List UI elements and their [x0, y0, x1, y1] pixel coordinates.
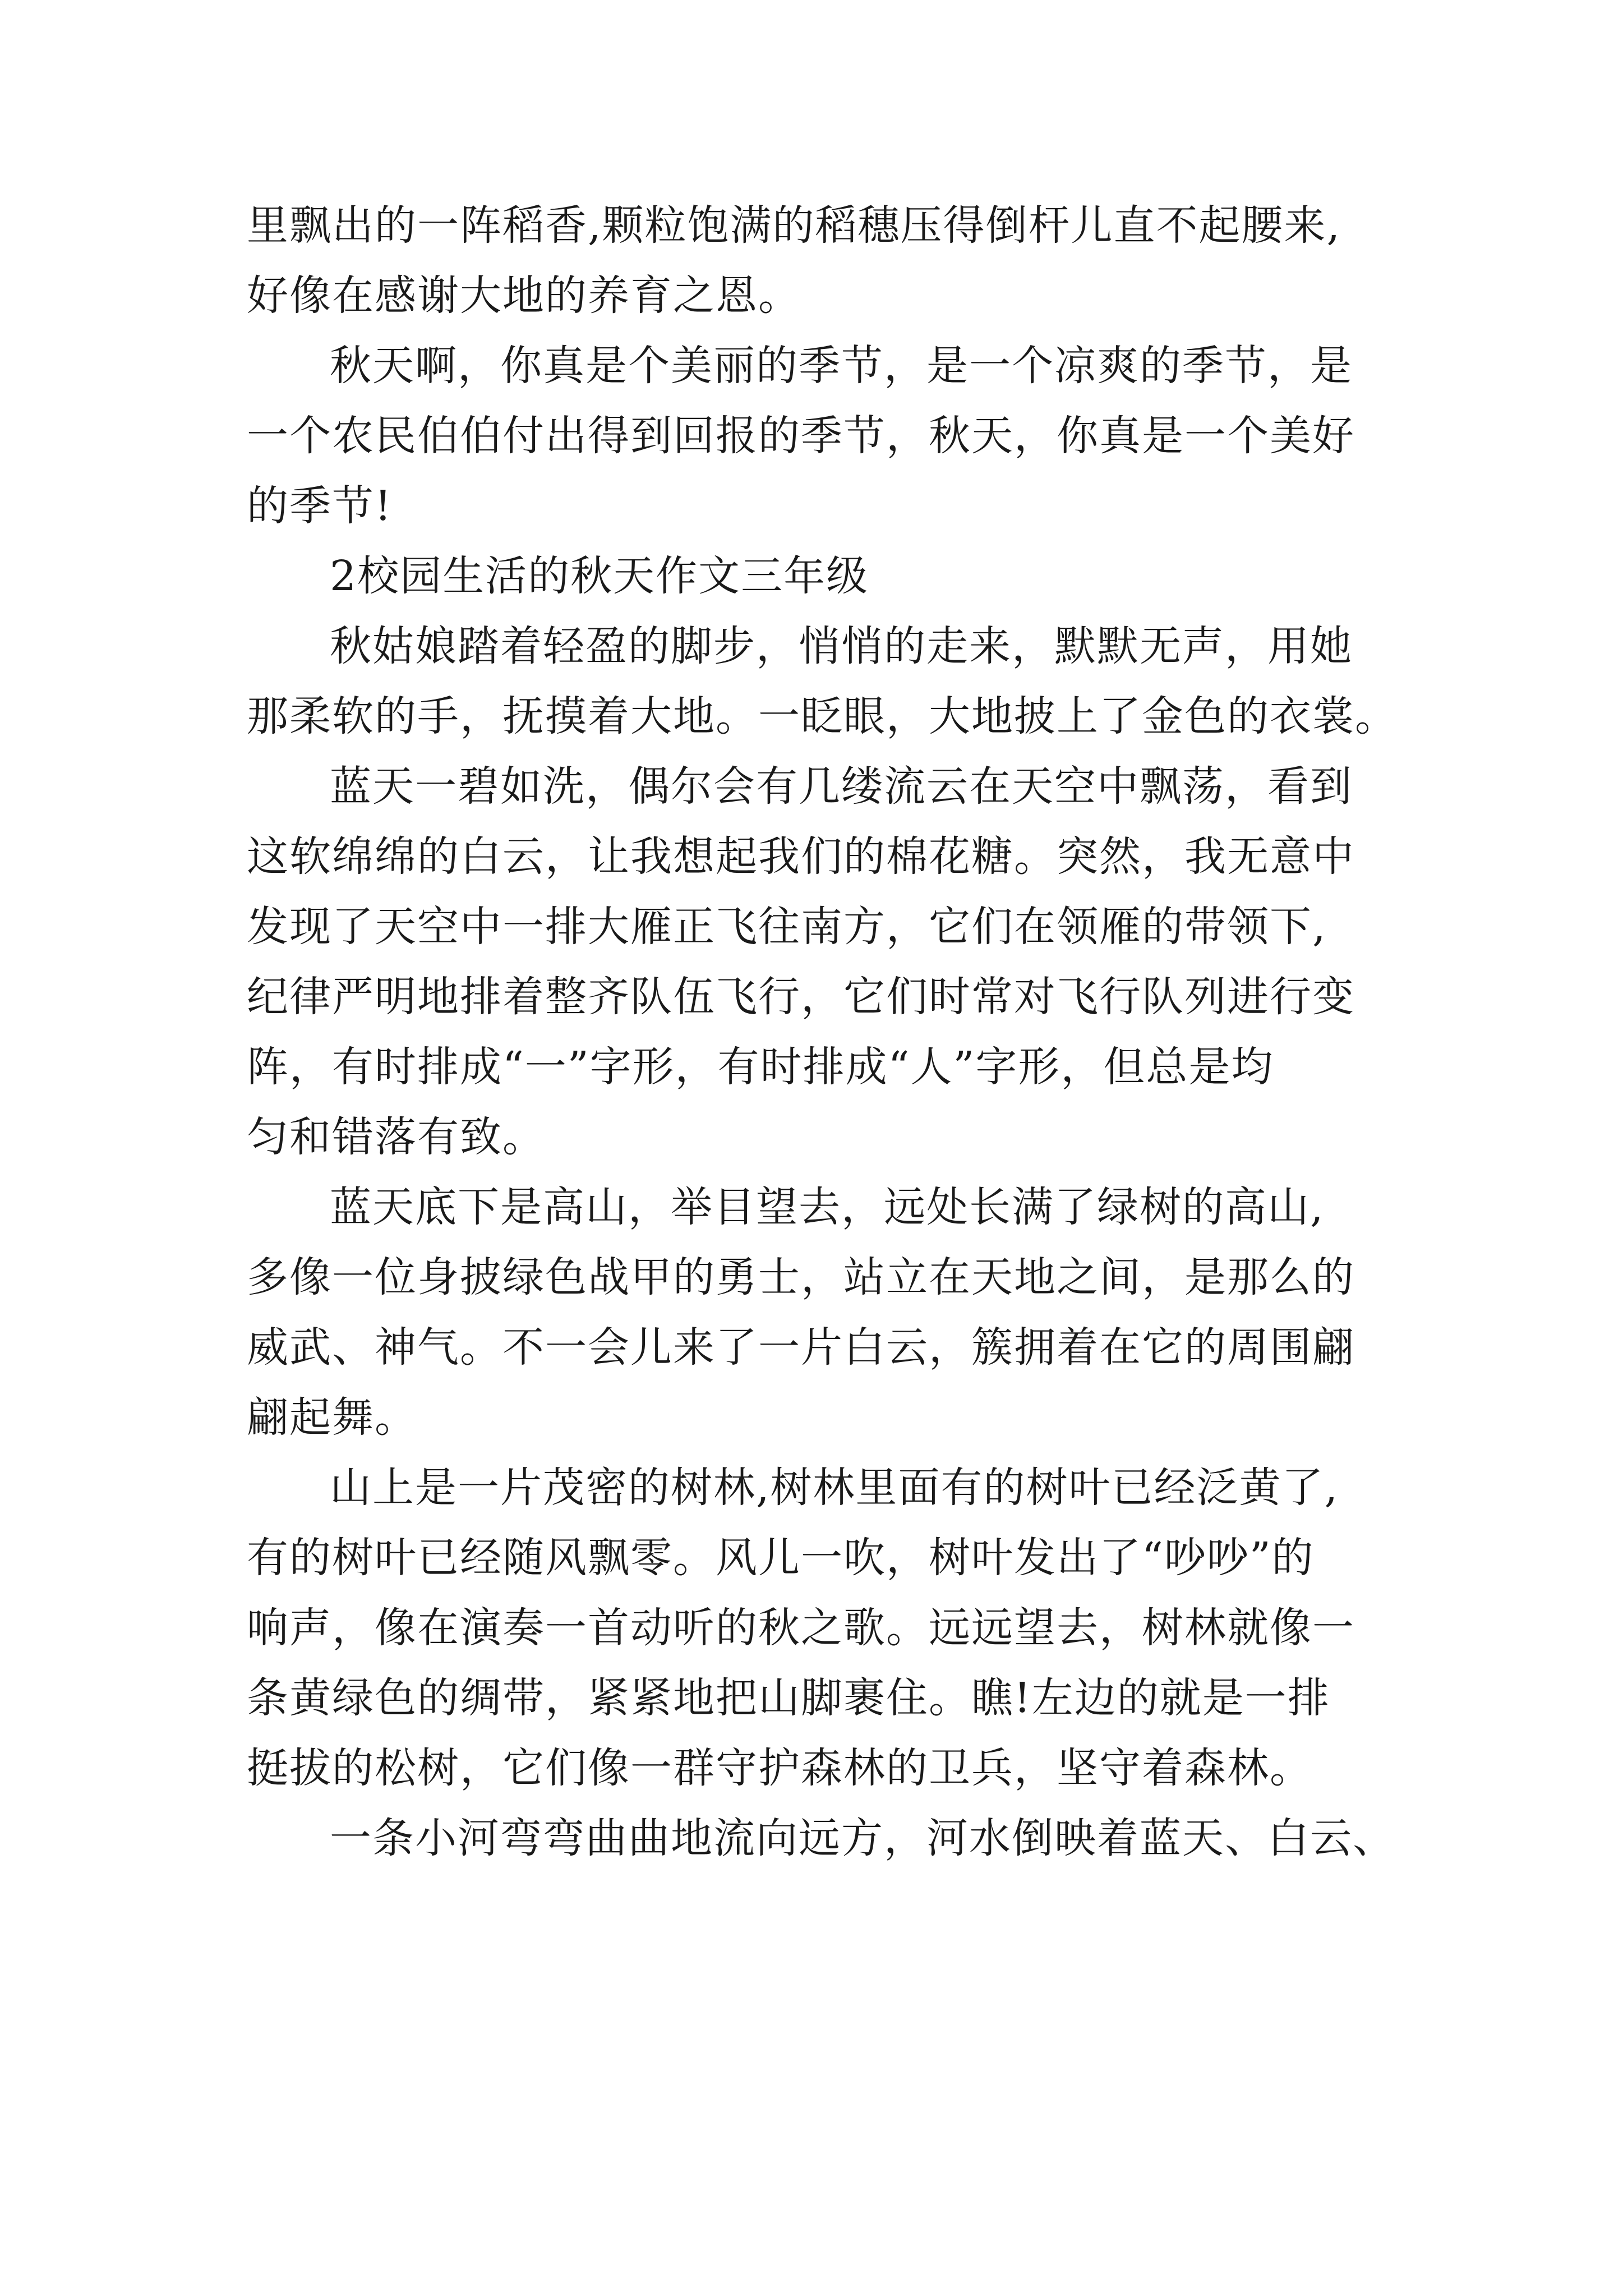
- text-line: 发现了天空中一排大雁正飞往南方，它们在领雁的带领下,: [247, 903, 1327, 951]
- text-line: 蓝天底下是高山，举目望去，远处长满了绿树的高山,: [330, 1183, 1325, 1231]
- text-line: 好像在感谢大地的养育之恩。: [247, 272, 801, 320]
- text-line: 那柔软的手，抚摸着大地。一眨眼，大地披上了金色的衣裳。: [247, 692, 1398, 740]
- document-body: [247, 191, 1441, 1874]
- text-line: 翩起舞。: [247, 1393, 417, 1442]
- text-line: 有的树叶已经随风飘零。风儿一吹，树叶发出了“吵吵”的: [247, 1534, 1315, 1582]
- text-line: 多像一位身披绿色战甲的勇士，站立在天地之间，是那么的: [247, 1253, 1355, 1301]
- text-line: 响声，像在演奏一首动听的秋之歌。远远望去，树林就像一: [247, 1604, 1355, 1652]
- text-line: 挺拔的松树，它们像一群守护森林的卫兵，坚守着森林。: [247, 1744, 1312, 1792]
- text-line: 阵，有时排成“一”字形，有时排成“人”字形，但总是均: [247, 1043, 1274, 1091]
- text-line: 条黄绿色的绸带，紧紧地把山脚裹住。瞧!左边的就是一排: [247, 1674, 1330, 1722]
- text-line: 山上是一片茂密的树林,树林里面有的树叶已经泛黄了,: [330, 1464, 1339, 1512]
- text-line: 纪律严明地排着整齐队伍飞行，它们时常对飞行队列进行变: [247, 973, 1355, 1021]
- text-line: 威武、神气。不一会儿来了一片白云，簇拥着在它的周围翩: [247, 1323, 1355, 1372]
- text-line: 一条小河弯弯曲曲地流向远方，河水倒映着蓝天、白云、: [330, 1814, 1395, 1862]
- text-line: 秋天啊，你真是个美丽的季节，是一个凉爽的季节，是: [330, 342, 1353, 390]
- text-line: 秋姑娘踏着轻盈的脚步，悄悄的走来，默默无声，用她: [330, 622, 1353, 670]
- text-line: 2校园生活的秋天作文三年级: [330, 552, 869, 600]
- text-line: 匀和错落有致。: [247, 1113, 545, 1161]
- text-line: 的季节!: [247, 482, 393, 530]
- text-line: 一个农民伯伯付出得到回报的季节，秋天，你真是一个美好: [247, 412, 1355, 460]
- text-line: 蓝天一碧如洗，偶尔会有几缕流云在天空中飘荡，看到: [330, 762, 1353, 811]
- text-line: 这软绵绵的白云，让我想起我们的棉花糖。突然，我无意中: [247, 832, 1355, 881]
- text-line: 里飘出的一阵稻香,颗粒饱满的稻穗压得倒杆儿直不起腰来,: [247, 201, 1341, 250]
